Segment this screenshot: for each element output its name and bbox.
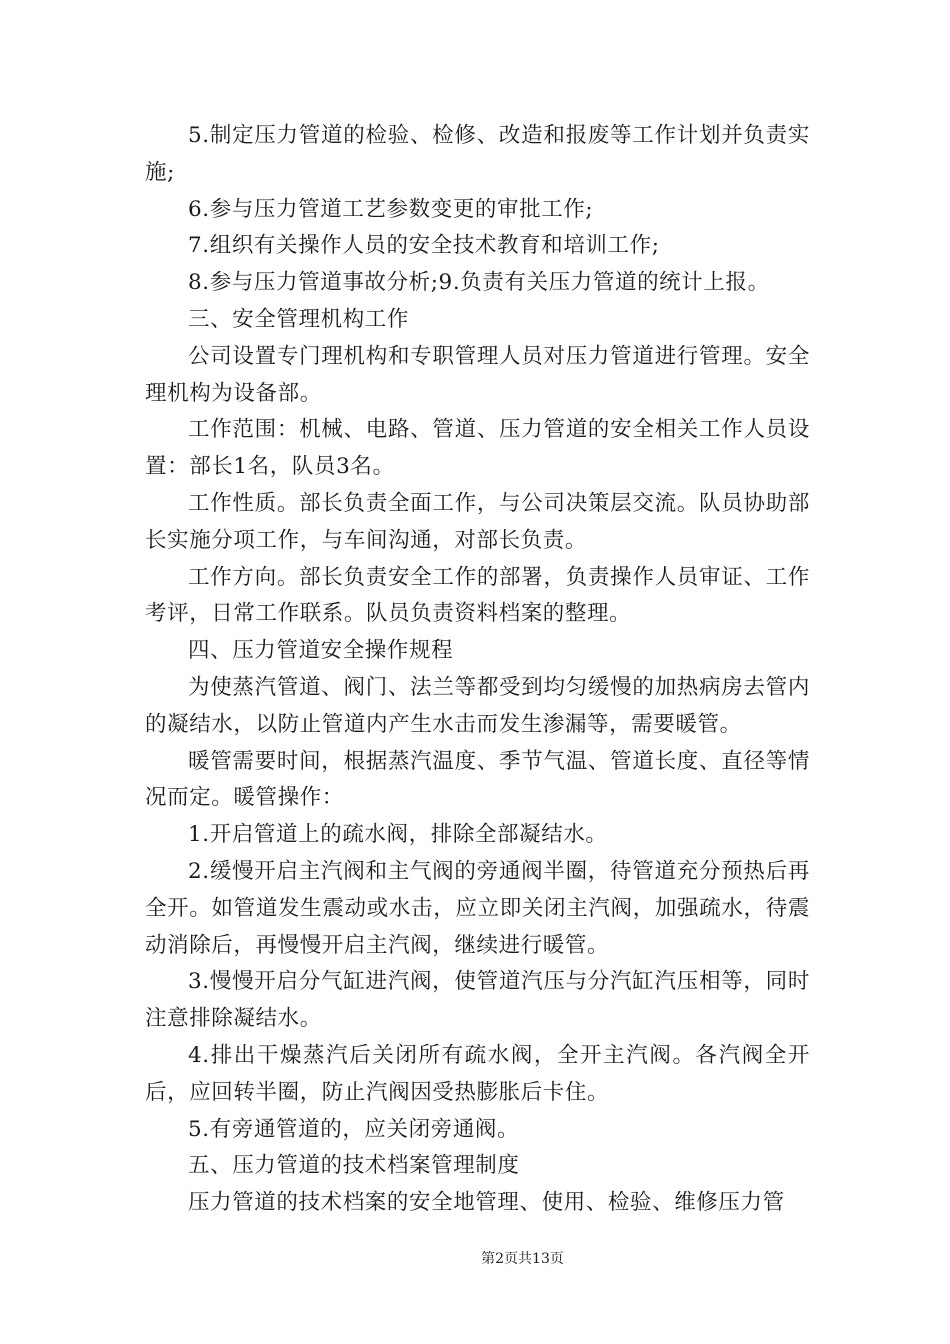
paragraph: 8.参与压力管道事故分析;9.负责有关压力管道的统计上报。 <box>188 270 770 296</box>
paragraph: 7.组织有关操作人员的安全技术教育和培训工作; <box>188 233 660 259</box>
section-heading: 四、压力管道安全操作规程 <box>188 638 454 664</box>
paragraph: 工作性质。部长负责全面工作，与公司决策层交流。队员协助部长实施分项工作，与车间沟通，对部长负责。 <box>145 490 810 553</box>
list-item: 5.有旁通管道的，应关闭旁通阀。 <box>188 1116 520 1142</box>
list-item: 1.开启管道上的疏水阀，排除全部凝结水。 <box>188 822 608 848</box>
paragraph: 工作范围：机械、电路、管道、压力管道的安全相关工作人员设置：部长1名，队员3名。 <box>145 417 810 480</box>
page-number: 第2页共13页 <box>481 1251 564 1267</box>
paragraph: 暖管需要时间，根据蒸汽温度、季节气温、管道长度、直径等情况而定。暖管操作： <box>145 748 810 811</box>
paragraph: 压力管道的技术档案的安全地管理、使用、检验、维修压力管 <box>188 1190 785 1216</box>
paragraph: 工作方向。部长负责安全工作的部署，负责操作人员审证、工作考评，日常工作联系。队员负责资料档案的整理。 <box>145 564 810 627</box>
section-heading: 三、安全管理机构工作 <box>188 306 410 332</box>
paragraph: 公司设置专门理机构和专职管理人员对压力管道进行管理。安全理机构为设备部。 <box>145 343 810 406</box>
paragraph: 5.制定压力管道的检验、检修、改造和报废等工作计划并负责实施; <box>145 123 810 185</box>
list-item: 3.慢慢开启分气缸进汽阀，使管道汽压与分汽缸汽压相等，同时注意排除凝结水。 <box>145 969 810 1032</box>
section-heading: 五、压力管道的技术档案管理制度 <box>188 1153 520 1179</box>
list-item: 4.排出干燥蒸汽后关闭所有疏水阀，全开主汽阀。各汽阀全开后，应回转半圈，防止汽阀因受热膨胀后卡住。 <box>145 1042 810 1105</box>
list-item: 2.缓慢开启主汽阀和主气阀的旁通阀半圈，待管道充分预热后再全开。如管道发生震动或水击，应立即关闭主汽阀，加强疏水，待震动消除后，再慢慢开启主汽阀，继续进行暖管。 <box>145 858 810 958</box>
paragraph: 为使蒸汽管道、阀门、法兰等都受到均匀缓慢的加热病房去管内的凝结水，以防止管道内产生水击而发生渗漏等，需要暖管。 <box>145 674 810 737</box>
paragraph: 6.参与压力管道工艺参数变更的审批工作; <box>188 196 594 222</box>
document-body <box>145 118 810 1222</box>
